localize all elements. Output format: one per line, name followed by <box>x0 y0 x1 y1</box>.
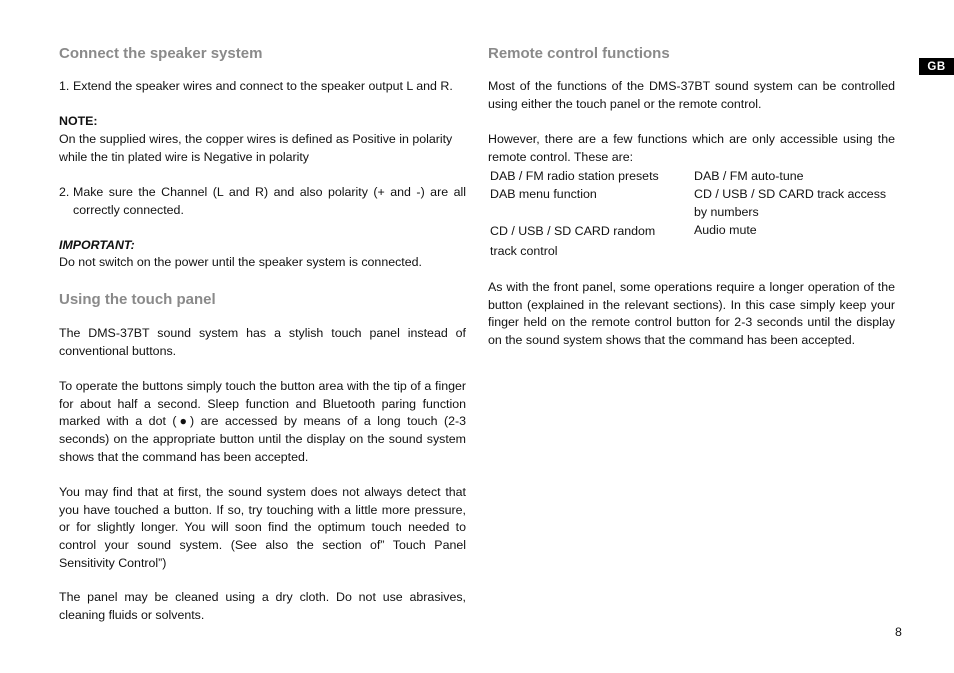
connect-step-1 <box>59 78 466 96</box>
function-item: CD / USB / SD CARD track access by numbers <box>694 187 887 220</box>
step-text: Make sure the Channel (L and R) and also polarity (+ and -) are all correctly connected. <box>73 185 466 217</box>
function-item: CD / USB / SD CARD random track control <box>490 224 656 258</box>
step-text: Extend the speaker wires and connect to the speaker output L and R. <box>73 79 453 93</box>
touch-para-2: To operate the buttons simply touch the button area with the tip of a finger for about half a second. Sleep function and Bluetooth paring function marked with a dot (●) are accessed by means of a long touch (2-3 seconds) on the appropriate button until the display on the sound system shows that the command has been accepted. <box>59 379 466 464</box>
connect-step-2 <box>59 184 466 219</box>
language-tab-gb: GB <box>919 58 954 75</box>
important-label: IMPORTANT: <box>59 238 135 252</box>
touch-para-4: The panel may be cleaned using a dry cloth. Do not use abrasives, cleaning fluids or solvents. <box>59 590 466 622</box>
step-number: 2. <box>59 185 70 199</box>
remote-heading: Remote control functions <box>488 45 670 62</box>
function-item: DAB / FM auto-tune <box>694 169 804 183</box>
remote-para-2: However, there are a few functions which are only accessible using the remote control. These are: <box>488 132 895 164</box>
remote-para-1: Most of the functions of the DMS-37BT sound system can be controlled using either the touch panel or the remote control. <box>488 79 895 111</box>
remote-para-3: As with the front panel, some operations require a longer operation of the button (explained in the relevant sections). In this case simply keep your finger held on the remote control button for 2-3 seconds until the display on the sound system shows that the command has been accepted. <box>488 280 895 348</box>
function-item: DAB menu function <box>490 187 597 201</box>
note-label: NOTE: <box>59 114 98 128</box>
note-text: On the supplied wires, the copper wires is defined as Positive in polarity while the tin plated wire is Negative in polarity <box>59 132 453 164</box>
function-item: Audio mute <box>694 223 757 237</box>
connect-heading: Connect the speaker system <box>59 45 263 62</box>
touch-para-1: The DMS-37BT sound system has a stylish touch panel instead of conventional buttons. <box>59 326 466 358</box>
touch-panel-heading: Using the touch panel <box>59 291 216 308</box>
important-text: Do not switch on the power until the speaker system is connected. <box>59 255 422 269</box>
touch-para-3: You may find that at first, the sound system does not always detect that you have touched a button. If so, try touching with a little more pressure, or for slightly longer. You will soon find the optimum touch needed to control your sound system. (See also the section of” Touch Panel Sensitivity Control”) <box>59 485 466 570</box>
step-number: 1. <box>59 79 70 93</box>
page-number: 8 <box>895 625 902 639</box>
function-item: DAB / FM radio station presets <box>490 169 659 183</box>
